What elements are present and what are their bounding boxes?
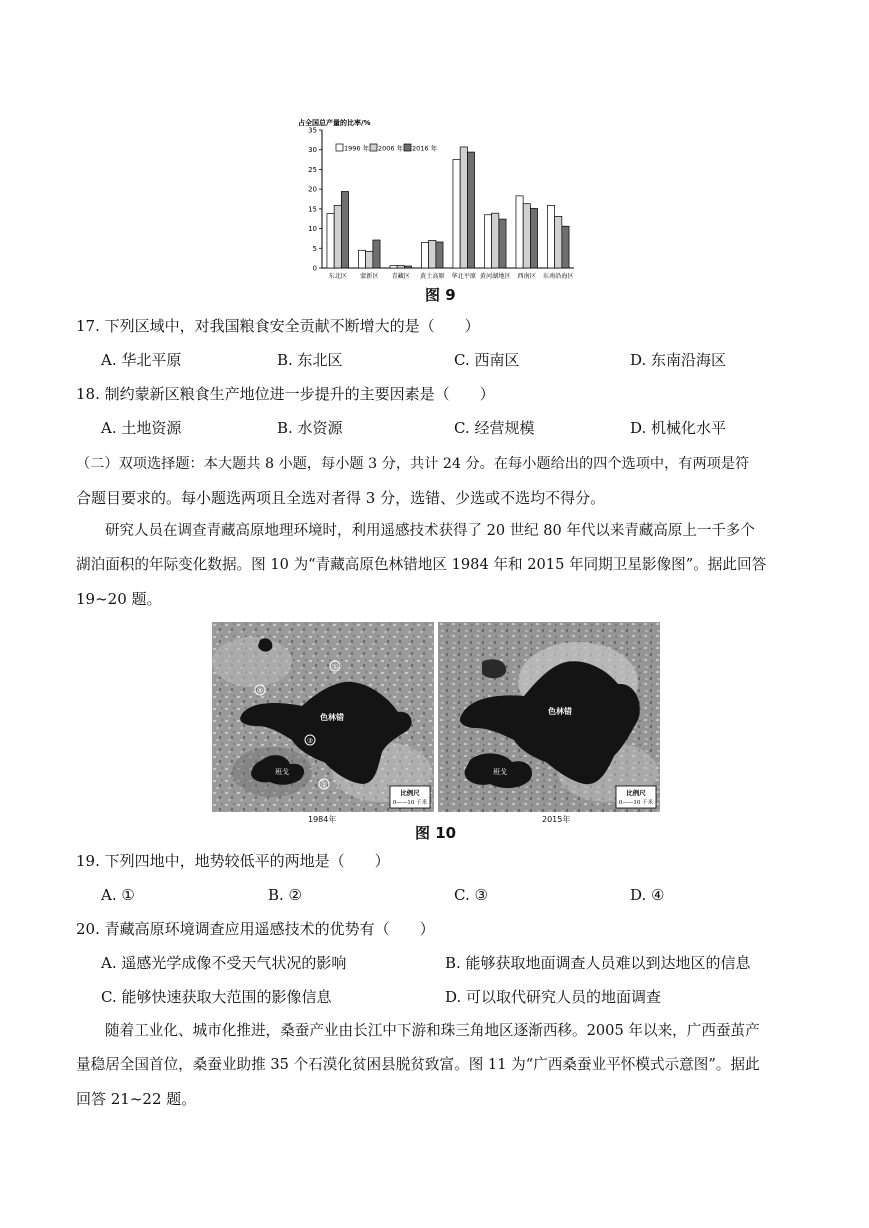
year-label-2015: 2015年 (542, 815, 571, 824)
intro19-line1: 研究人员在调查青藏高原地理环境时，利用遥感技术获得了 20 世纪 80 年代以来青藏高原上一千多个 (105, 523, 755, 539)
intro19-line3: 19~20 题。 (76, 590, 162, 608)
legend-swatch (404, 144, 411, 151)
chart-legend (336, 144, 438, 153)
bar-4-1 (460, 147, 467, 268)
q20-option-d: D. 可以取代研究人员的地面调查 (445, 988, 662, 1006)
bar-4-2 (467, 152, 474, 268)
x-category-label: 西南区 (517, 273, 537, 280)
small-lake-label-1984: 班戈 (275, 768, 289, 776)
x-category-label: 华北平原 (451, 273, 477, 280)
q17-option-c: C. 西南区 (454, 351, 520, 369)
intro19-line2: 湖泊面积的年际变化数据。图 10 为“青藏高原色林错地区 1984 年和 2015 年同期卫星影像图”。据此回答 (76, 556, 767, 573)
q17-option-a: A. 华北平原 (101, 351, 182, 369)
intro21-line2: 量稳居全国首位，桑蚕业助推 35 个石漠化贫困县脱贫致富。图 11 为“广西桑蚕业平怀模式示意图”。据此 (76, 1056, 760, 1073)
lake-label-1984: 色林错 (320, 712, 344, 722)
q17-option-b: B. 东北区 (277, 351, 343, 369)
marker-2: ② (320, 781, 328, 789)
year-label-1984: 1984年 (308, 815, 337, 824)
bar-6-2 (530, 208, 537, 268)
q19-option-d: D. ④ (630, 886, 665, 904)
q19-option-c: C. ③ (454, 886, 488, 904)
satellite-image-2015 (438, 622, 660, 812)
bar-5-1 (492, 213, 499, 268)
bar-3-2 (436, 242, 443, 268)
question-17: 17. 下列区域中，对我国粮食安全贡献不断增大的是（ ） (76, 317, 480, 335)
y-tick-label: 5 (312, 244, 317, 253)
scale-value-1984: 0——10 千米 (392, 800, 428, 806)
bar-6-1 (523, 204, 530, 268)
scale-value-2015: 0——10 千米 (618, 800, 654, 806)
chart-bars (327, 147, 569, 268)
section2-line2: 合题目要求的。每小题选两项且全选对者得 3 分，选错、少选或不选均不得分。 (76, 489, 606, 507)
x-category-label: 东南沿海区 (542, 273, 574, 280)
bar-7-1 (555, 216, 562, 268)
legend-swatch (370, 144, 377, 151)
bar-1-2 (373, 240, 380, 268)
bar-0-0 (327, 214, 334, 268)
q19-option-a: A. ① (101, 886, 135, 904)
question-20: 20. 青藏高原环境调查应用遥感技术的优势有（ ） (76, 920, 435, 938)
grain-share-bar-chart (296, 116, 578, 284)
legend-label: 2006 年 (378, 144, 404, 153)
bar-1-0 (358, 250, 365, 268)
y-tick-label: 25 (308, 165, 317, 174)
marker-1: ① (331, 663, 339, 671)
bar-7-2 (562, 226, 569, 268)
q20-option-c: C. 能够快速获取大范围的影像信息 (101, 988, 332, 1006)
y-tick-label: 15 (308, 205, 317, 214)
bar-7-0 (547, 205, 554, 268)
bar-0-1 (334, 205, 341, 268)
bar-2-2 (404, 266, 411, 268)
intro21-line1: 随着工业化、城市化推进，桑蚕产业由长江中下游和珠三角地区逐渐西移。2005 年以来，广西蚕茧产 (105, 1022, 760, 1039)
x-category-label: 黄河湖地区 (479, 273, 511, 280)
q20-option-b: B. 能够获取地面调查人员难以到达地区的信息 (445, 954, 751, 972)
scale-title-2015: 比例尺 (626, 789, 646, 797)
satellite-image-1984 (212, 622, 434, 812)
bar-2-0 (390, 266, 397, 268)
fig9-caption: 图 9 (425, 286, 456, 304)
x-category-label: 青藏区 (391, 273, 411, 280)
y-tick-label: 20 (308, 185, 317, 194)
question-19: 19. 下列四地中，地势较低平的两地是（ ） (76, 852, 390, 870)
q17-option-d: D. 东南沿海区 (630, 351, 727, 369)
bar-4-0 (453, 160, 460, 268)
x-category-label: 蒙新区 (359, 273, 379, 280)
bar-3-0 (421, 242, 428, 268)
marker-3: ③ (306, 737, 314, 745)
chart-y-ticks (308, 127, 322, 273)
chart-y-axis-label: 占全国总产量的比率/% (298, 119, 371, 127)
section2-line1: （二）双项选择题：本大题共 8 小题，每小题 3 分，共计 24 分。在每小题给出的四个选项中，有两项是符 (76, 456, 750, 472)
lake-label-2015: 色林错 (548, 706, 572, 716)
marker-4: ④ (256, 687, 264, 695)
q18-option-d: D. 机械化水平 (630, 419, 727, 437)
bar-2-1 (397, 266, 404, 268)
q20-option-a: A. 遥感光学成像不受天气状况的影响 (101, 954, 347, 972)
y-tick-label: 35 (308, 126, 317, 135)
intro21-line3: 回答 21~22 题。 (76, 1090, 197, 1108)
y-tick-label: 0 (312, 264, 317, 273)
scale-title-1984: 比例尺 (400, 789, 420, 797)
bar-6-0 (516, 196, 523, 268)
question-18: 18. 制约蒙新区粮食生产地位进一步提升的主要因素是（ ） (76, 385, 495, 403)
q18-option-a: A. 土地资源 (101, 419, 182, 437)
bar-5-2 (499, 219, 506, 268)
small-lake-label-2015: 班戈 (493, 768, 507, 776)
q18-option-b: B. 水资源 (277, 419, 343, 437)
q19-option-b: B. ② (268, 886, 303, 904)
legend-label: 2016 年 (412, 144, 438, 153)
q18-option-c: C. 经营规模 (454, 419, 535, 437)
fig10-caption: 图 10 (415, 824, 457, 842)
chart-x-labels (328, 272, 573, 280)
y-tick-label: 10 (308, 225, 317, 234)
x-category-label: 黄土高原 (419, 273, 445, 280)
bar-0-2 (341, 192, 348, 268)
legend-swatch (336, 144, 343, 151)
bar-3-1 (429, 240, 436, 268)
bar-1-1 (366, 251, 373, 268)
y-tick-label: 30 (308, 146, 317, 155)
legend-label: 1996 年 (344, 144, 370, 153)
bar-5-0 (484, 215, 491, 268)
x-category-label: 东北区 (328, 273, 348, 280)
